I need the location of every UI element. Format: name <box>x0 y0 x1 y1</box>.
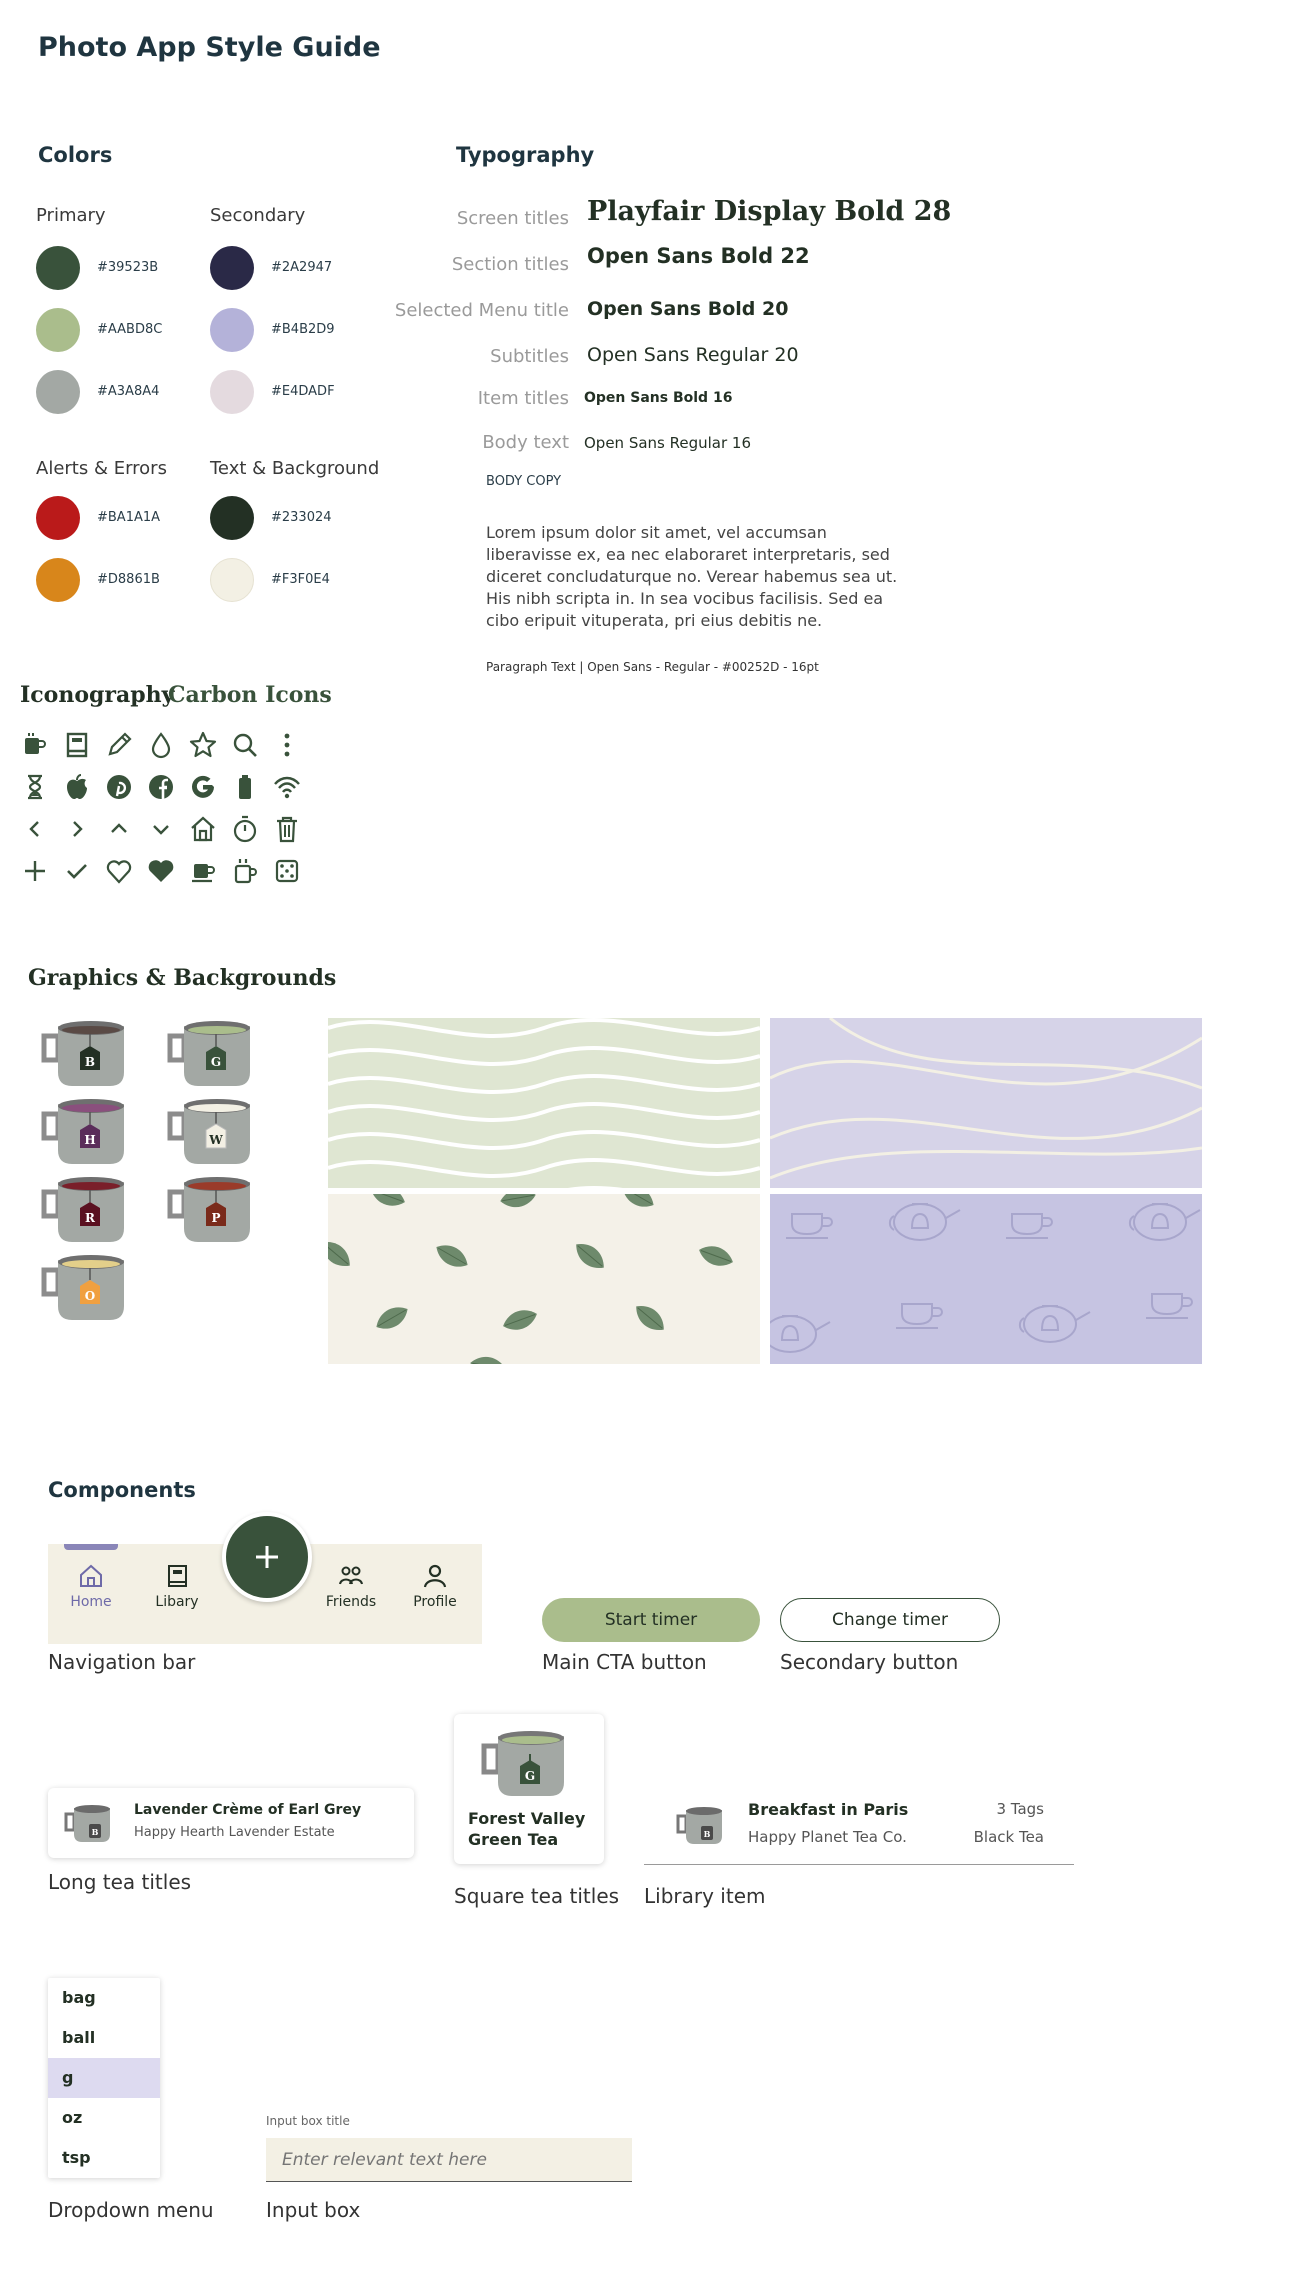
dropdown-option[interactable]: bag <box>62 1988 96 2007</box>
lavender-wave-background <box>770 1018 1202 1188</box>
long-tea-subtitle: Happy Hearth Lavender Estate <box>134 1825 335 1840</box>
dropdown-option[interactable]: oz <box>62 2108 83 2127</box>
mug-tag-letter: G <box>210 1055 222 1069</box>
dice-icon <box>272 856 302 886</box>
active-tab-indicator <box>64 1544 118 1550</box>
star-icon <box>188 730 218 760</box>
typography-row-label: Section titles <box>451 254 569 275</box>
mug-tag-letter: B <box>703 1829 711 1839</box>
typography-row-sample: Open Sans Bold 22 <box>587 244 810 268</box>
library-item-tags: 3 Tags <box>996 1800 1044 1818</box>
long-tea-card[interactable] <box>48 1788 414 1858</box>
color-swatch-row <box>36 370 206 414</box>
color-swatch <box>36 496 80 540</box>
color-hex-label: #39523B <box>97 260 159 275</box>
color-hex-label: #D8861B <box>97 572 160 587</box>
long-tea-caption: Long tea titles <box>48 1870 192 1894</box>
color-swatch-row <box>210 558 380 602</box>
color-swatch <box>36 246 80 290</box>
mug-tag-letter: B <box>84 1055 96 1069</box>
chevron-right-icon <box>62 814 92 844</box>
input-box-caption: Input box <box>266 2198 361 2222</box>
profile-icon <box>421 1562 449 1590</box>
tea-mug-graphic <box>166 1018 262 1090</box>
square-tea-title: Forest Valley Green Tea <box>468 1809 586 1849</box>
color-hex-label: #AABD8C <box>97 322 163 337</box>
trash-icon <box>272 814 302 844</box>
nav-item-profile[interactable] <box>404 1562 466 1610</box>
iconography-title: Iconography <box>20 682 175 708</box>
change-timer-button[interactable]: Change timer <box>780 1598 1000 1642</box>
pinterest-icon <box>104 772 134 802</box>
library-item-subtitle: Happy Planet Tea Co. <box>748 1828 907 1846</box>
chevron-down-icon <box>146 814 176 844</box>
color-swatch-row <box>210 246 380 290</box>
typography-row-label: Item titles <box>477 388 569 409</box>
nav-item-library[interactable] <box>146 1562 208 1610</box>
color-hex-label: #BA1A1A <box>97 510 161 525</box>
square-tea-card[interactable] <box>454 1714 604 1864</box>
home-icon <box>77 1562 105 1590</box>
drop-icon <box>146 730 176 760</box>
mug-tag-letter: W <box>209 1133 223 1147</box>
mug-tag-letter: O <box>84 1289 96 1303</box>
dropdown-caption: Dropdown menu <box>48 2198 214 2222</box>
color-hex-label: #233024 <box>271 510 332 525</box>
background-patterns <box>328 1018 1200 1364</box>
library-item[interactable] <box>644 1786 1074 1865</box>
color-hex-label: #2A2947 <box>271 260 333 275</box>
heart-filled-icon <box>146 856 176 886</box>
heart-outline-icon <box>104 856 134 886</box>
components-section-title: Components <box>48 1478 196 1502</box>
more-vertical-icon <box>272 730 302 760</box>
nav-profile-label: Profile <box>413 1594 457 1610</box>
plus-icon <box>226 1516 308 1598</box>
search-icon <box>230 730 260 760</box>
dropdown-option[interactable]: ball <box>62 2028 96 2047</box>
color-swatch <box>210 370 254 414</box>
color-swatch-row <box>36 308 206 352</box>
typography-row-sample: Open Sans Bold 20 <box>587 298 789 320</box>
color-swatch <box>36 308 80 352</box>
dropdown-option[interactable]: g <box>48 2058 160 2098</box>
mug-tag-letter: B <box>91 1827 99 1837</box>
tea-mug-graphic <box>166 1096 262 1168</box>
typography-row-sample: Open Sans Regular 20 <box>587 344 799 366</box>
page-title: Photo App Style Guide <box>38 32 381 63</box>
tea-mug-graphic <box>40 1252 136 1324</box>
color-swatch-row <box>210 496 380 540</box>
typography-row-sample: Open Sans Bold 16 <box>584 390 733 406</box>
secondary-colors-label: Secondary <box>210 205 306 226</box>
typography-row-label: Screen titles <box>456 208 569 229</box>
mug-tag-letter: G <box>524 1769 536 1783</box>
tea-mug-graphic <box>40 1096 136 1168</box>
book-icon <box>163 1562 191 1590</box>
nav-home-label: Home <box>70 1594 112 1610</box>
carbon-icons-subtitle: Carbon Icons <box>168 682 332 708</box>
tea-mug-graphic <box>166 1174 262 1246</box>
color-hex-label: #B4B2D9 <box>271 322 335 337</box>
teapot-pattern-background <box>770 1194 1202 1364</box>
typography-row-label: Subtitles <box>490 346 569 367</box>
home-icon <box>188 814 218 844</box>
chevron-up-icon <box>104 814 134 844</box>
text-bg-colors-label: Text & Background <box>210 458 380 479</box>
mug-tag-letter: P <box>211 1211 221 1225</box>
mug-icon <box>20 730 50 760</box>
add-fab-button[interactable] <box>222 1512 312 1602</box>
nav-item-home[interactable] <box>60 1562 122 1610</box>
color-swatch-row <box>210 308 380 352</box>
cta-button-caption: Main CTA button <box>542 1650 707 1674</box>
color-swatch <box>210 558 254 602</box>
friends-icon <box>337 1562 365 1590</box>
tea-mug-graphic <box>40 1018 136 1090</box>
wifi-icon <box>272 772 302 802</box>
chevron-left-icon <box>20 814 50 844</box>
library-item-title: Breakfast in Paris <box>748 1800 909 1819</box>
mug-tag-letter: H <box>84 1133 96 1147</box>
tea-mug-graphic <box>40 1174 136 1246</box>
green-wave-background <box>328 1018 760 1188</box>
pencil-icon <box>104 730 134 760</box>
facebook-icon <box>146 772 176 802</box>
input-box[interactable] <box>266 2138 632 2182</box>
leaf-pattern-background <box>328 1194 760 1364</box>
library-item-type: Black Tea <box>973 1828 1044 1846</box>
hot-cup-icon <box>230 856 260 886</box>
primary-colors-label: Primary <box>36 205 106 226</box>
tea-mug-graphics <box>40 1018 280 1338</box>
color-hex-label: #A3A8A4 <box>97 384 160 399</box>
timer-icon <box>230 814 260 844</box>
nav-friends-label: Friends <box>325 1594 377 1610</box>
body-copy-label: BODY COPY <box>486 474 562 489</box>
color-swatch-row <box>36 246 206 290</box>
color-swatch-row <box>36 558 206 602</box>
color-hex-label: #F3F0E4 <box>271 572 330 587</box>
paragraph-note: Paragraph Text | Open Sans - Regular - #00252D - 16pt <box>486 660 819 674</box>
nav-library-label: Libary <box>155 1594 199 1610</box>
color-swatch <box>210 308 254 352</box>
lorem-paragraph: Lorem ipsum dolor sit amet, vel accumsan liberavisse ex, ea nec elaboraret interpretaris, sed diceret concludaturque no. Verear habemus sea ut. His nibh scripta in. In sea vocibus facilisis. Sed ea cibo eripuit vituperata, pri eius debitis ne. <box>486 523 898 630</box>
mug-icon <box>480 1728 576 1800</box>
plus-icon <box>20 856 50 886</box>
color-hex-label: #E4DADF <box>271 384 335 399</box>
mug-icon <box>674 1804 726 1846</box>
long-tea-title: Lavender Crème of Earl Grey <box>134 1802 362 1818</box>
graphics-section-title: Graphics & Backgrounds <box>28 965 337 991</box>
navigation-bar-caption: Navigation bar <box>48 1650 196 1674</box>
color-swatch <box>210 246 254 290</box>
nav-item-friends[interactable] <box>320 1562 382 1610</box>
check-icon <box>62 856 92 886</box>
google-icon <box>188 772 218 802</box>
alerts-colors-label: Alerts & Errors <box>36 458 167 479</box>
mug-tag-letter: R <box>85 1211 95 1225</box>
dropdown-menu <box>48 1978 160 2178</box>
start-timer-button[interactable]: Start timer <box>542 1598 760 1642</box>
mug-icon <box>62 1802 114 1844</box>
input-box-title: Input box title <box>266 2114 350 2128</box>
typography-row-label: Body text <box>482 432 569 453</box>
battery-icon <box>230 772 260 802</box>
square-tea-caption: Square tea titles <box>454 1884 620 1908</box>
cup-filled-icon <box>188 856 218 886</box>
apple-icon <box>62 772 92 802</box>
color-swatch-row <box>210 370 380 414</box>
typography-section-title: Typography <box>456 143 595 167</box>
colors-section-title: Colors <box>38 143 113 167</box>
color-swatch <box>36 558 80 602</box>
color-swatch <box>36 370 80 414</box>
color-swatch <box>210 496 254 540</box>
typography-row-sample: Open Sans Regular 16 <box>584 434 752 452</box>
library-item-caption: Library item <box>644 1884 766 1908</box>
book-icon <box>62 730 92 760</box>
hourglass-icon <box>20 772 50 802</box>
typography-row-sample: Playfair Display Bold 28 <box>587 196 952 227</box>
typography-row-label: Selected Menu title <box>394 300 569 321</box>
color-swatch-row <box>36 496 206 540</box>
secondary-button-caption: Secondary button <box>780 1650 959 1674</box>
dropdown-option[interactable]: tsp <box>62 2148 91 2167</box>
